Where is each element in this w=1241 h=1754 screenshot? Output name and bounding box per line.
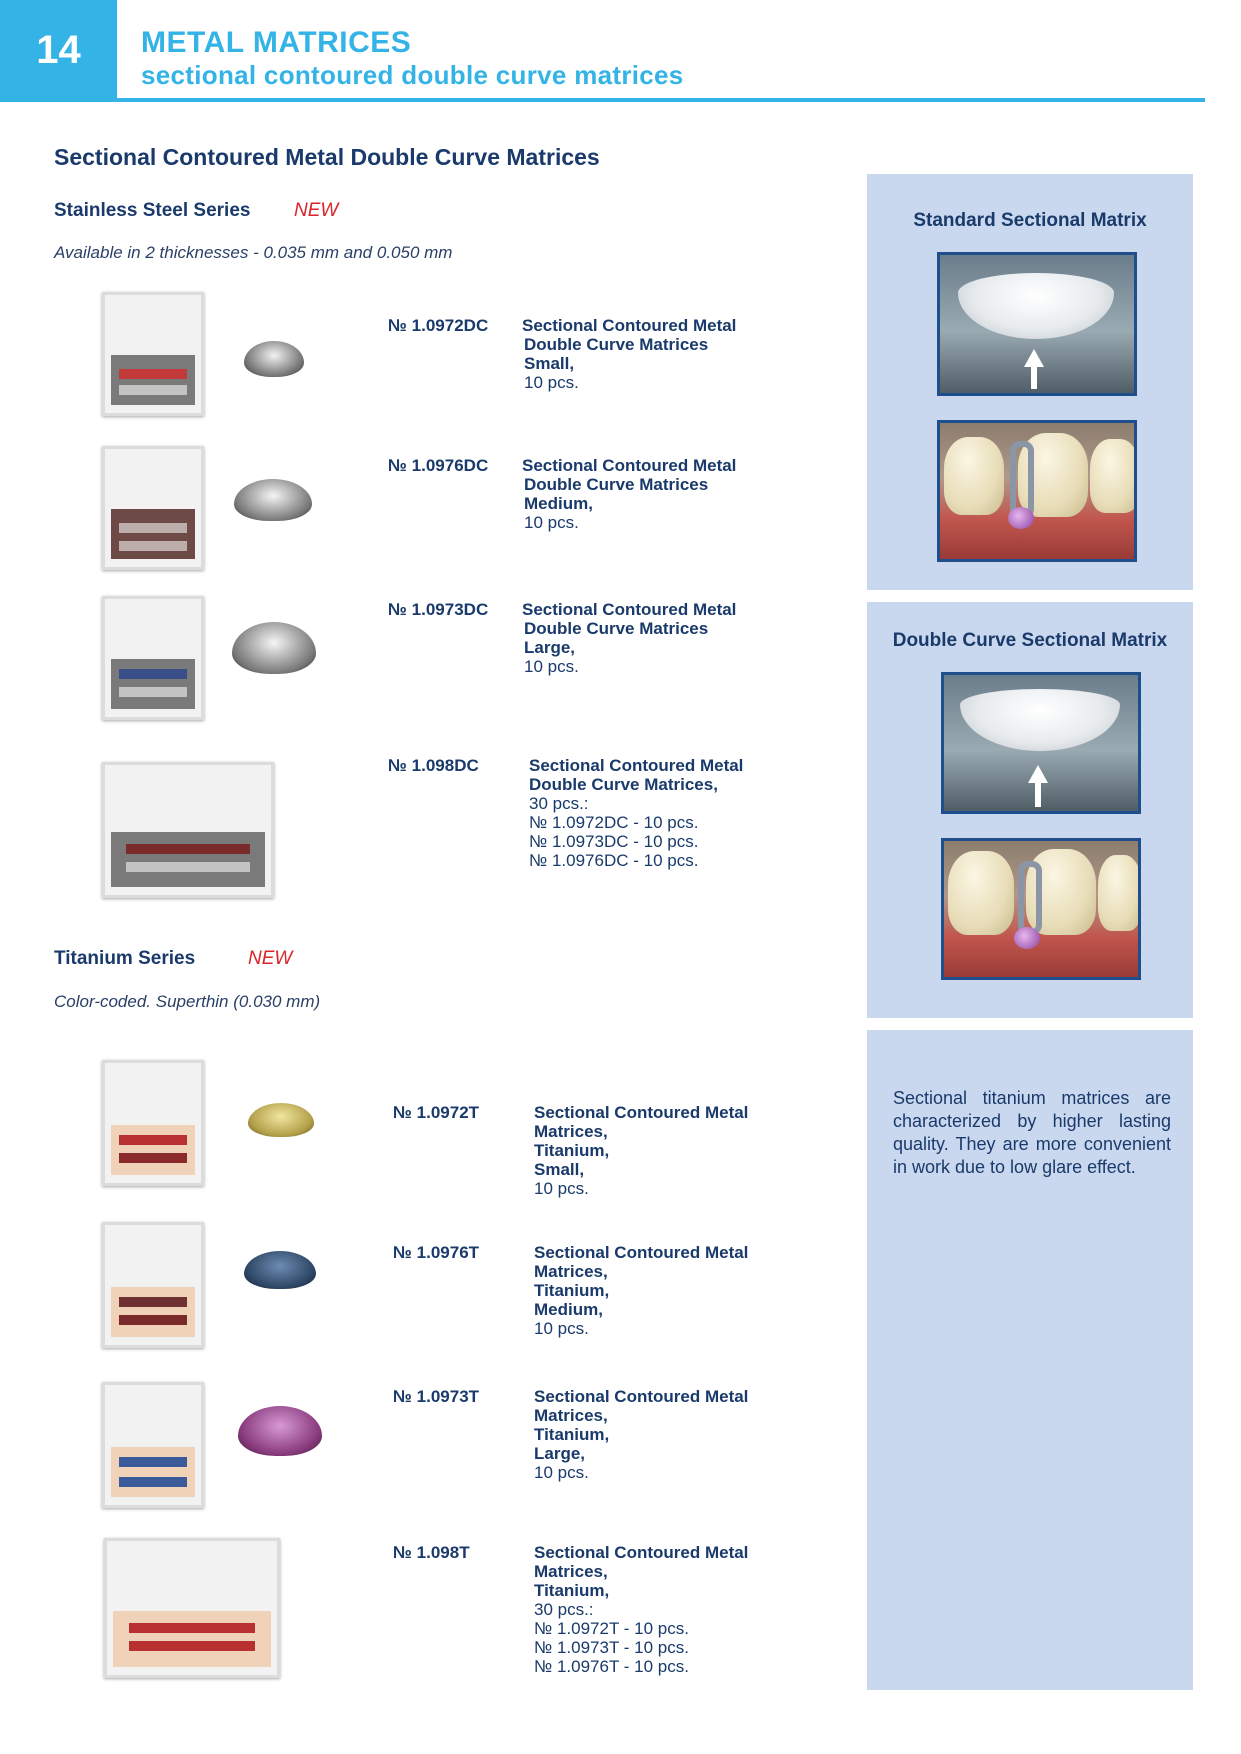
desc-line: № 1.0972DC - 10 pcs. [529, 813, 699, 832]
desc-line: Small, [534, 1160, 585, 1179]
desc-line: Double Curve Matrices [524, 619, 709, 638]
product-code: № 1.0973T [393, 1387, 480, 1406]
desc-line: Sectional Contoured Metal [529, 756, 744, 775]
product-code: № 1.0972DC [388, 316, 489, 335]
desc-line: Medium, [524, 494, 593, 513]
product-image-kit [102, 446, 204, 570]
product-image-kit [102, 596, 204, 720]
matrix-shape [232, 622, 316, 674]
product-description [524, 316, 736, 392]
header-title: METAL MATRICES [141, 26, 412, 59]
desc-line: Medium, [534, 1300, 603, 1319]
product-description [529, 756, 743, 870]
desc-line: Matrices, [534, 1406, 608, 1425]
panel-title: Standard Sectional Matrix [913, 210, 1147, 231]
desc-line: Large, [524, 638, 576, 657]
desc-line: Sectional Contoured Metal [534, 1243, 749, 1262]
desc-line: 10 pcs. [534, 1179, 589, 1198]
titanium-note: Color-coded. Superthin (0.030 mm) [54, 992, 321, 1011]
titanium-new-badge: NEW [248, 948, 293, 969]
desc-line: Double Curve Matrices [524, 475, 709, 494]
desc-line: Titanium, [534, 1281, 610, 1300]
panel-title: Double Curve Sectional Matrix [892, 630, 1168, 651]
product-code: № 1.098DC [388, 756, 479, 775]
desc-line: Large, [534, 1444, 586, 1463]
teeth-photo [937, 420, 1137, 562]
product-description [524, 456, 736, 532]
desc-line: Matrices, [534, 1262, 608, 1281]
desc-line: 10 pcs. [524, 657, 579, 676]
product-image-kit [102, 1382, 204, 1508]
desc-line: Matrices, [534, 1562, 608, 1581]
desc-line: Small, [524, 354, 575, 373]
section-title: Sectional Contoured Metal Double Curve Matrices [54, 144, 600, 170]
double-curve-matrix-panel [867, 602, 1193, 1018]
desc-line: Double Curve Matrices, [529, 775, 718, 794]
desc-line: № 1.0973T - 10 pcs. [534, 1638, 689, 1657]
stainless-new-badge: NEW [294, 200, 339, 221]
desc-line: 30 pcs.: [529, 794, 589, 813]
matrix-photo [937, 252, 1137, 396]
desc-line: Double Curve Matrices [524, 335, 709, 354]
product-code: № 1.0973DC [388, 600, 489, 619]
product-description [534, 1387, 748, 1482]
product-code: № 1.098T [393, 1543, 470, 1562]
matrix-shape [244, 1251, 316, 1289]
titanium-series-label: Titanium Series [54, 948, 196, 969]
product-description [534, 1103, 748, 1198]
product-image-kit [102, 292, 204, 416]
desc-line: Sectional Contoured Metal [534, 1543, 749, 1562]
desc-line: № 1.0976T - 10 pcs. [534, 1657, 689, 1676]
product-code: № 1.0976DC [388, 456, 489, 475]
header-divider [117, 98, 1205, 102]
product-description [524, 600, 736, 676]
matrix-shape [248, 1103, 314, 1137]
desc-line: Titanium, [534, 1581, 610, 1600]
desc-line: 10 pcs. [524, 373, 579, 392]
product-image-kit [102, 1222, 204, 1348]
page-number: 14 [36, 28, 81, 72]
desc-line: Sectional Contoured Metal [522, 316, 737, 335]
teeth-photo [941, 838, 1141, 980]
desc-line: Titanium, [534, 1425, 610, 1444]
product-image-kit [102, 762, 274, 898]
stainless-series-label: Stainless Steel Series [54, 200, 251, 221]
desc-line: № 1.0973DC - 10 pcs. [529, 832, 699, 851]
titanium-info-text: Sectional titanium matrices are characterized by higher lasting quality. They are more convenient in work due to low glare effect. [893, 1088, 1171, 1177]
desc-line: Sectional Contoured Metal [534, 1103, 749, 1122]
desc-line: 10 pcs. [524, 513, 579, 532]
matrix-photo [941, 672, 1141, 814]
standard-matrix-panel [867, 174, 1193, 590]
product-code: № 1.0972T [393, 1103, 480, 1122]
desc-line: Matrices, [534, 1122, 608, 1141]
product-description [534, 1543, 748, 1676]
desc-line: № 1.0972T - 10 pcs. [534, 1619, 689, 1638]
product-image-kit [102, 1060, 204, 1186]
desc-line: Sectional Contoured Metal [522, 456, 737, 475]
desc-line: Titanium, [534, 1141, 610, 1160]
desc-line: 30 pcs.: [534, 1600, 594, 1619]
product-code: № 1.0976T [393, 1243, 480, 1262]
desc-line: Sectional Contoured Metal [522, 600, 737, 619]
matrix-shape [234, 479, 312, 521]
header-subtitle: sectional contoured double curve matrices [141, 60, 684, 90]
desc-line: Sectional Contoured Metal [534, 1387, 749, 1406]
matrix-shape [244, 341, 304, 377]
matrix-shape [238, 1406, 322, 1456]
product-image-kit [104, 1538, 280, 1678]
desc-line: 10 pcs. [534, 1463, 589, 1482]
desc-line: № 1.0976DC - 10 pcs. [529, 851, 699, 870]
product-description [534, 1243, 748, 1338]
stainless-note: Available in 2 thicknesses - 0.035 mm and 0.050 mm [54, 243, 453, 262]
desc-line: 10 pcs. [534, 1319, 589, 1338]
